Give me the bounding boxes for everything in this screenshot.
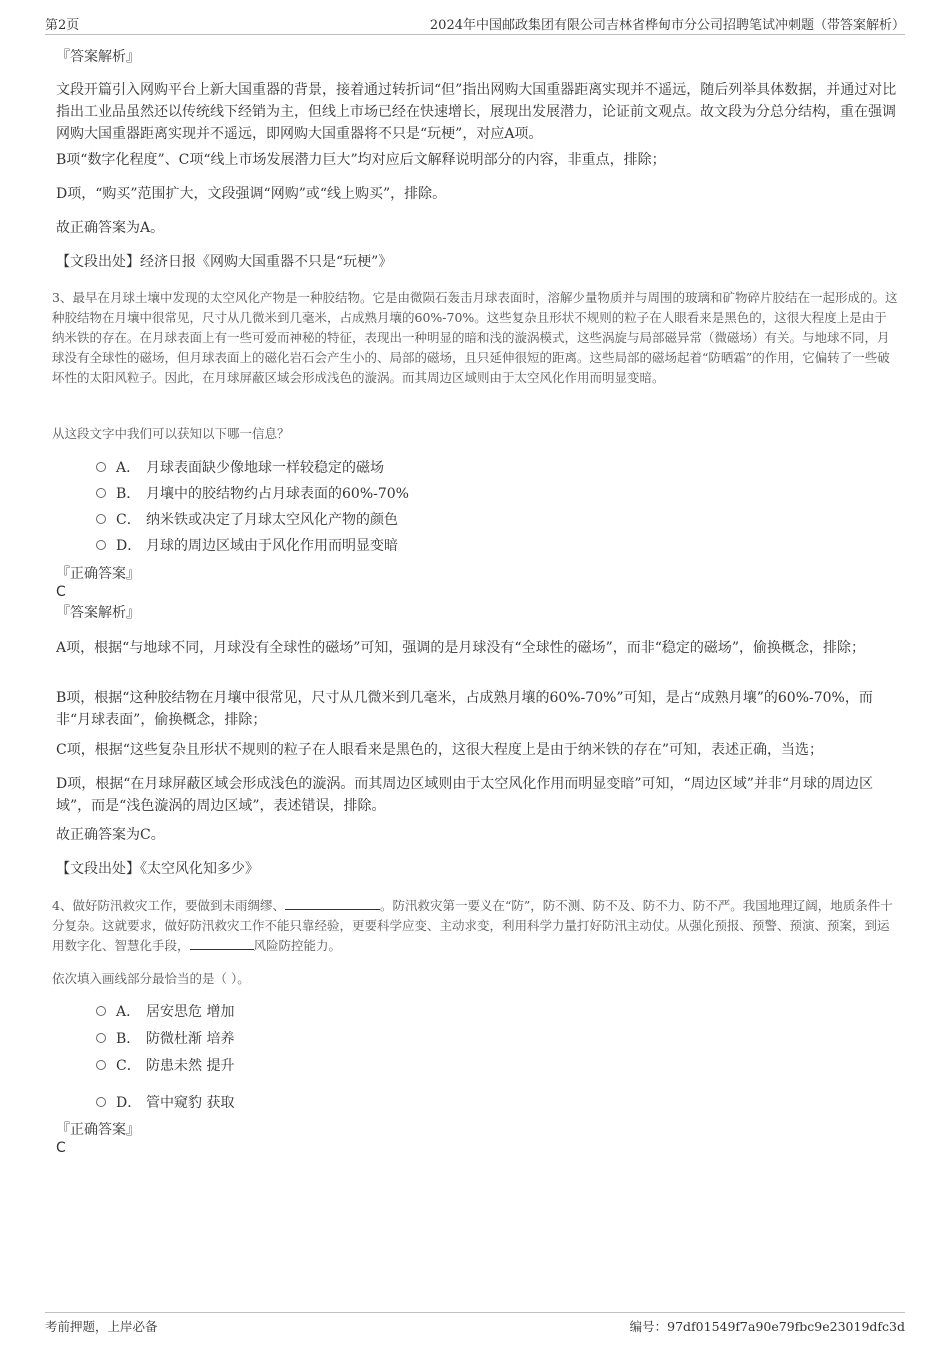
q2-analysis-p3: D项，“购买”范围扩大，文段强调“网购”或“线上购买”，排除。 [56,186,447,202]
q4-option-d[interactable]: D． 管中窥豹 获取 [96,1093,234,1113]
q3-analysis-a: A项，根据“与地球不同，月球没有全球性的磁场”可知，强调的是月球没有“全球性的磁场”，而非“稳定的磁场”，偷换概念，排除； [56,640,866,656]
q2-analysis-p1: 文段开篇引入网购平台上新大国重器的背景，接着通过转折词“但”指出网购大国重器距离实现并不遥远，随后列举具体数据，并通过对比指出工业品虽然还以传统线下经销为主，但线上市场已经在快速增长，展现出发展潜力，论证前文观点。故文段为分总分结构，重在强调网购大国重器距离实现并不遥远，即网购大国重器将不只是“玩梗”，对应A项。 [56,82,897,142]
page-number: 第2页 [45,18,80,33]
radio-icon[interactable] [96,1060,106,1070]
q4-option-a[interactable]: A． 居安思危 增加 [96,1002,234,1022]
q4-answer: C [56,1140,66,1156]
radio-icon[interactable] [96,1006,106,1016]
q3-analysis-d: D项，根据“在月球屏蔽区域会形成浅色的漩涡。而其周边区域则由于太空风化作用而明显变暗”可知，“周边区域”并非“月球的周边区域”，而是“浅色漩涡的周边区域”，表述错误，排除。 [56,776,874,814]
q3-option-d[interactable]: D． 月球的周边区域由于风化作用而明显变暗 [96,536,398,556]
page-footer [45,1312,905,1335]
radio-icon[interactable] [96,488,106,498]
q4-answer-label: 『正确答案』 [56,1122,140,1138]
document-title: 2024年中国邮政集团有限公司吉林省桦甸市分公司招聘笔试冲刺题（带答案解析） [429,18,905,33]
q3-option-b[interactable]: B． 月壤中的胶结物约占月球表面的60%-70% [96,484,409,504]
q4-question: 依次填入画线部分最恰当的是（ ）。 [52,971,250,986]
q3-analysis-conclusion: 故正确答案为C。 [56,827,165,843]
q3-passage: 3、最早在月球土壤中发现的太空风化产物是一种胶结物。它是由微陨石轰击月球表面时，溶解少量物质并与周围的玻璃和矿物碎片胶结在一起形成的。这种胶结物在月壤中很常见，尺寸从几微米到几毫米，占成熟月壤的60%-70%。这些复杂且形状不规则的粒子在人眼看来是黑色的，这很大程度上是由于纳米铁的存在。在月球表面上有一些可爱而神秘的特征，表现出一种明显的暗和浅的漩涡模式，这些涡旋与局部磁异常（微磁场）有关。与地球不同，月球没有全球性的磁场，但月球表面上的磁化岩石会产生小的、局部的磁场，且只延伸很短的距离。这些局部的磁场起着“防晒霜”的作用，它偏转了一些破坏性的太阳风粒子。因此，在月球屏蔽区域会形成浅色的漩涡。而其周边区域则由于太空风化作用而明显变暗。 [52,290,898,385]
radio-icon[interactable] [96,1033,106,1043]
footer-slogan: 考前押题，上岸必备 [45,1319,158,1334]
q3-question: 从这段文字中我们可以获知以下哪一信息？ [52,426,290,441]
q4-option-b[interactable]: B． 防微杜渐 培养 [96,1029,234,1049]
q4-passage: 4、做好防汛救灾工作，要做到未雨绸缪、 。防汛救灾第一要义在“防”，防不测、防不及、防不力、防不严。我国地理辽阔，地质条件十分复杂。这就要求，做好防汛救灾工作不能只靠经验，更要科学应变、主动求变，利用科学力量打好防汛主动仗。从强化预报、预警、预演、预案，到运用数字化、智慧化手段， 风险防控能力。 [52,898,893,953]
q3-option-a[interactable]: A． 月球表面缺少像地球一样较稳定的磁场 [96,458,384,478]
radio-icon[interactable] [96,540,106,550]
q3-analysis-label: 『答案解析』 [56,605,140,621]
q3-source: 【文段出处】《太空风化知多少》 [56,861,259,877]
page-header [45,14,905,35]
radio-icon[interactable] [96,1097,106,1107]
q3-analysis-c: C项，根据“这些复杂且形状不规则的粒子在人眼看来是黑色的，这很大程度上是由于纳米铁的存在”可知，表述正确，当选； [56,742,824,758]
q2-analysis-label: 『答案解析』 [56,49,140,65]
blank-1[interactable] [285,897,380,910]
q2-analysis-p2: B项“数字化程度”、C项“线上市场发展潜力巨大”均对应后文解释说明部分的内容，非重点，排除； [56,152,666,168]
blank-2[interactable] [190,937,254,950]
q3-analysis-b: B项，根据“这种胶结物在月壤中很常见，尺寸从几微米到几毫米，占成熟月壤的60%-70%”可知，是占“成熟月壤”的60%-70%，而非“月球表面”，偷换概念，排除； [56,690,873,728]
radio-icon[interactable] [96,514,106,524]
q3-answer-label: 『正确答案』 [56,566,140,582]
q2-analysis-p4: 故正确答案为A。 [56,220,165,236]
radio-icon[interactable] [96,462,106,472]
q3-option-c[interactable]: C． 纳米铁或决定了月球太空风化产物的颜色 [96,510,398,530]
footer-serial: 编号：97df01549f7a90e79fbc9e23019dfc3d [629,1319,905,1334]
q2-source: 【文段出处】经济日报《网购大国重器不只是“玩梗”》 [56,254,393,270]
q3-answer: C [56,584,66,600]
q4-option-c[interactable]: C． 防患未然 提升 [96,1056,234,1076]
